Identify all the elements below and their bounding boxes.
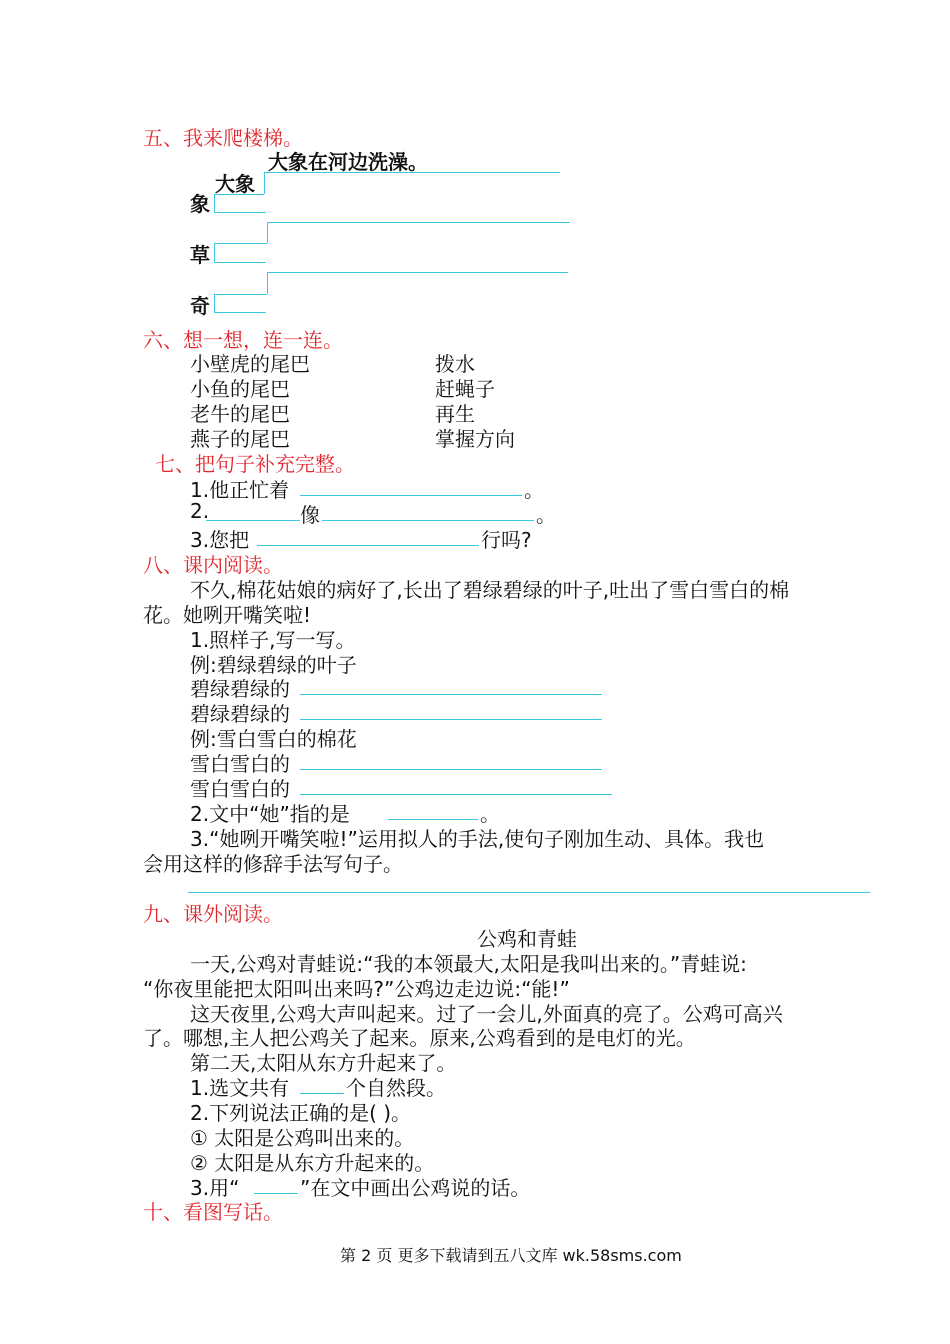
left-item-2[interactable]: 小鱼的尾巴 [190, 377, 290, 401]
story-line-1: 一天,公鸡对青蛙说:“我的本领最大,太阳是我叫出来的。”青蛙说: [190, 952, 747, 976]
s8-line-1-blank[interactable] [300, 694, 602, 695]
s9-q1-prefix: 1.选文共有 [190, 1076, 290, 1100]
s7-q2-blank-2[interactable] [322, 520, 534, 521]
s7-q3-suffix: 行吗? [481, 528, 532, 552]
story-line-3: 这天夜里,公鸡大声叫起来。过了一会儿,外面真的亮了。公鸡可高兴 [190, 1002, 783, 1026]
s9-q3-suffix: ”在文中画出公鸡说的话。 [300, 1176, 531, 1200]
page-footer: 第 2 页 更多下载请到五八文库 wk.58sms.com [340, 1246, 682, 1265]
s8-line-3-label: 雪白雪白的 [190, 752, 290, 776]
s8-q3-line-1: 3.“她咧开嘴笑啦!”运用拟人的手法,使句子刚加生动、具体。我也 [190, 827, 765, 851]
s7-q2-blank-1[interactable] [206, 520, 300, 521]
section-6-title: 六、想一想，连一连。 [143, 328, 343, 352]
s7-q2-suffix: 。 [536, 503, 556, 527]
section-7-title: 七、把句子补充完整。 [155, 452, 355, 476]
right-item-1[interactable]: 拨水 [435, 352, 475, 376]
stair-char-3: 奇 [190, 294, 210, 318]
s7-q2-prefix: 2. [190, 499, 210, 523]
section-5-title: 五、我来爬楼梯。 [143, 126, 303, 150]
s7-q3-prefix: 3.您把 [190, 528, 250, 552]
right-item-2[interactable]: 赶蝇子 [435, 377, 495, 401]
s8-line-4-blank[interactable] [300, 794, 612, 795]
s7-q1-blank[interactable] [300, 495, 522, 496]
story-line-5: 第二天,太阳从东方升起来了。 [190, 1051, 457, 1075]
s7-q2-mid: 像 [300, 503, 320, 527]
s9-q3-prefix: 3.用“ [190, 1176, 240, 1200]
s9-q1-suffix: 个自然段。 [346, 1076, 446, 1100]
s8-q3-line-2: 会用这样的修辞手法写句子。 [143, 852, 403, 876]
left-item-1[interactable]: 小壁虎的尾巴 [190, 352, 310, 376]
s8-q2-prefix: 2.文中“她”指的是 [190, 802, 350, 826]
example-sentence: 大象在河边洗澡。 [268, 150, 428, 174]
s8-line-1-label: 碧绿碧绿的 [190, 677, 290, 701]
section-9-title: 九、课外阅读。 [143, 902, 283, 926]
section-8-title: 八、课内阅读。 [143, 553, 283, 577]
s8-line-2-label: 碧绿碧绿的 [190, 702, 290, 726]
section-10-title: 十、看图写话。 [143, 1200, 283, 1224]
s9-q3-blank[interactable] [254, 1193, 298, 1194]
right-item-3[interactable]: 再生 [435, 402, 475, 426]
right-item-4[interactable]: 掌握方向 [435, 427, 515, 451]
s9-q2: 2.下列说法正确的是( )。 [190, 1101, 412, 1125]
s8-example-2: 例:雪白雪白的棉花 [190, 727, 357, 751]
left-item-4[interactable]: 燕子的尾巴 [190, 427, 290, 451]
s7-q1-suffix: 。 [524, 478, 544, 502]
example-word: 大象 [215, 172, 255, 196]
s8-line-4-label: 雪白雪白的 [190, 777, 290, 801]
s8-passage-line-2: 花。她咧开嘴笑啦! [143, 603, 312, 627]
story-title: 公鸡和青蛙 [477, 927, 577, 951]
s7-q1-prefix: 1.他正忙着 [190, 478, 290, 502]
s8-q2-blank[interactable] [388, 819, 478, 820]
story-line-2: “你夜里能把太阳叫出来吗?”公鸡边走边说:“能!” [143, 977, 570, 1001]
s8-line-2-blank[interactable] [300, 719, 602, 720]
s7-q3-blank[interactable] [257, 545, 479, 546]
stair-char-1: 象 [190, 192, 210, 216]
s8-example-1: 例:碧绿碧绿的叶子 [190, 653, 357, 677]
s9-option-2[interactable]: ② 太阳是从东方升起来的。 [190, 1151, 435, 1175]
s8-q2-suffix: 。 [480, 802, 500, 826]
stair-char-2: 草 [190, 243, 210, 267]
s8-line-3-blank[interactable] [300, 769, 602, 770]
s8-q3-answer-blank[interactable] [188, 892, 870, 893]
s9-option-1[interactable]: ① 太阳是公鸡叫出来的。 [190, 1126, 415, 1150]
s9-q1-blank[interactable] [300, 1093, 344, 1094]
story-line-4: 了。哪想,主人把公鸡关了起来。原来,公鸡看到的是电灯的光。 [143, 1026, 696, 1050]
left-item-3[interactable]: 老牛的尾巴 [190, 402, 290, 426]
s8-q1: 1.照样子,写一写。 [190, 628, 356, 652]
s8-passage-line-1: 不久,棉花姑娘的病好了,长出了碧绿碧绿的叶子,吐出了雪白雪白的棉 [190, 578, 790, 602]
